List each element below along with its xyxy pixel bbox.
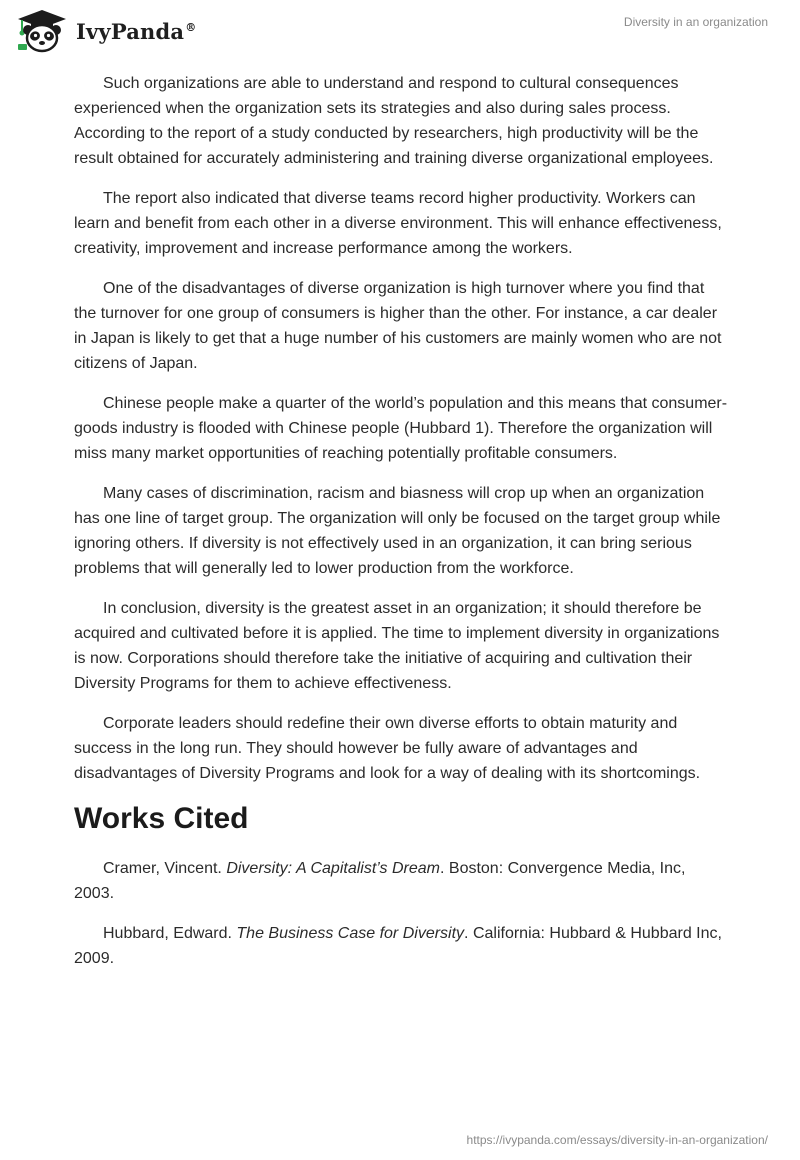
citation-title: The Business Case for Diversity [236,925,465,942]
page-header [0,0,800,60]
citation-entry [74,921,729,971]
paragraph: Chinese people make a quarter of the world’s population and this means that consumer-goods industry is flooded with Chinese people (Hubbard 1). Therefore the organization will miss many market opportunities of reaching potentially profitable consumers. [74,395,728,462]
citation-entry [74,856,729,906]
paragraph: Many cases of discrimination, racism and biasness will crop up when an organization has one line of target group. The organization will only be focused on the target group while ignoring others. If diversity is not effectively used in an organization, it can bring serious problems that will generally led to lower production from the workforce. [74,485,721,577]
document-title: Diversity in an organization [623,15,768,29]
source-url[interactable]: https://ivypanda.com/essays/diversity-in-an-organization/ [466,1133,768,1147]
paragraph: The report also indicated that diverse teams record higher productivity. Workers can learn and benefit from each other in a diverse environment. This will enhance effectiveness, creativity, improvement and increase performance among the workers. [74,190,722,257]
brand-logo[interactable] [14,8,196,54]
paragraph: One of the disadvantages of diverse organization is high turnover where you find that the turnover for one group of consumers is higher than the other. For instance, a car dealer in Japan is likely to get that a huge number of his customers are mainly women who are not citizens of Japan. [74,280,722,372]
paragraph: In conclusion, diversity is the greatest asset in an organization; it should therefore be acquired and cultivated before it is applied. The time to implement diversity in organizations is now. Corporations should therefore take the initiative of acquiring and cultivation their Diversity Programs for them to achieve effectiveness. [74,600,720,692]
citation-publication: . Boston: Convergence Media, Inc, 2003. [74,860,686,902]
citation-title: Diversity: A Capitalist’s Dream [226,860,440,877]
paragraph: Corporate leaders should redefine their own diverse efforts to obtain maturity and success in the long run. They should however be fully aware of advantages and disadvantages of Diversity Programs and look for a way of dealing with its shortcomings. [74,715,701,782]
essay-body [74,71,729,986]
panda-graduation-cap-icon [14,8,70,54]
works-cited-heading: Works Cited [74,802,249,835]
citation-author: Hubbard, Edward. [103,925,237,942]
brand-name: IvyPanda® [76,18,197,44]
paragraph: Such organizations are able to understand and respond to cultural consequences experienced when the organization sets its strategies and also during sales process. According to the report of a study conducted by researchers, high productivity will be the result obtained for accurately administering and training diverse organizational employees. [74,75,714,167]
citation-publication: . California: Hubbard & Hubbard Inc, 2009. [74,925,722,967]
citation-author: Cramer, Vincent. [103,860,227,877]
